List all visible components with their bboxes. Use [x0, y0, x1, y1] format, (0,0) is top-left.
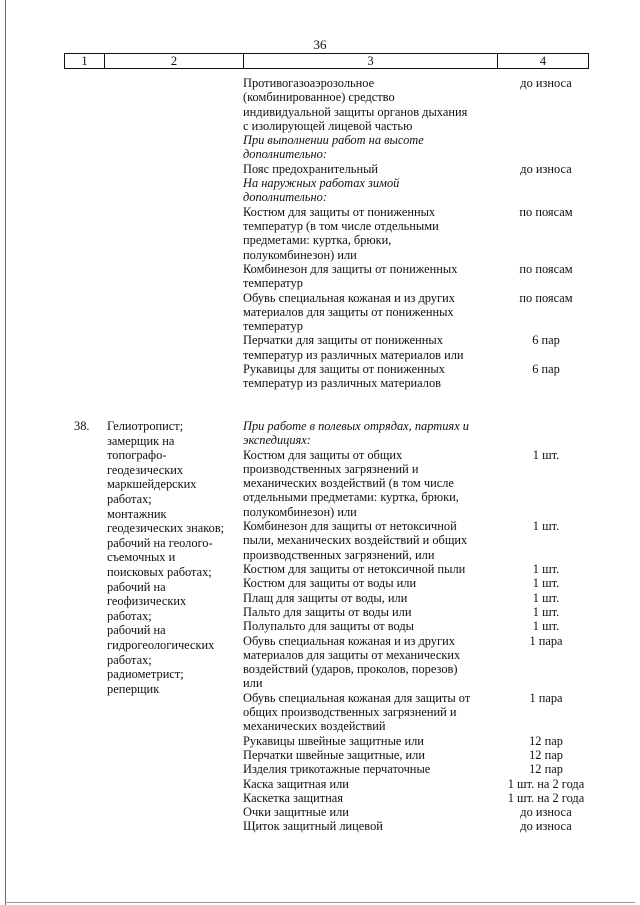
header-col-1: 1	[81, 54, 88, 68]
header-col-3: 3	[367, 54, 374, 68]
item-line: воздействий (ударов, проколов, порезов)	[243, 662, 458, 677]
item-line: экспедициях:	[243, 433, 311, 448]
item-line: Пояс предохранительный	[243, 161, 379, 176]
issue-norm: 12 пар	[529, 747, 563, 762]
ppe-item	[243, 162, 493, 176]
item-line: Перчатки швейные защитные, или	[243, 747, 425, 762]
item-line: Щиток защитный лицевой	[243, 819, 383, 834]
profession-line: маркшейдерских	[107, 477, 197, 492]
issue-norm: 1 шт.	[532, 447, 560, 462]
ppe-item	[243, 291, 493, 334]
ppe-item	[243, 262, 493, 291]
item-line: Костюм для защиты от общих	[243, 447, 403, 462]
profession-line: топографо-	[107, 448, 167, 463]
item-line: с изолирующей лицевой частью	[243, 118, 413, 133]
item-line: температур	[243, 276, 303, 291]
issue-norm: до износа	[520, 161, 572, 176]
issue-norm: 1 пара	[529, 690, 563, 705]
item-line: Пальто для защиты от воды или	[243, 604, 412, 619]
item-line: дополнительно:	[243, 147, 327, 162]
item-line: Комбинезон для защиты от нетоксичной	[243, 519, 457, 534]
issue-norm: 1 шт. на 2 года	[507, 790, 585, 805]
ppe-item	[243, 519, 493, 562]
profession-line: реперщик	[107, 681, 160, 696]
section-note	[243, 176, 493, 205]
item-line: полукомбинезон) или	[243, 504, 357, 519]
profession-line: радиометрист;	[107, 667, 184, 682]
item-line: общих производственных загрязнений и	[243, 704, 457, 719]
item-line: Костюм для защиты от пониженных	[243, 204, 436, 219]
item-line: Каска защитная или	[243, 776, 349, 791]
ppe-item	[243, 691, 493, 734]
issue-norm: до износа	[520, 76, 572, 90]
issue-norm: по поясам	[519, 290, 573, 305]
item-line: Каскетка защитная	[243, 790, 343, 805]
profession-line: съемочных и	[107, 550, 176, 565]
header-col-4: 4	[539, 54, 547, 68]
ppe-item	[243, 791, 493, 805]
item-line: Перчатки для защиты от пониженных	[243, 333, 443, 348]
issue-norm: 1 шт.	[532, 519, 560, 534]
issue-norm: 1 шт.	[532, 576, 560, 591]
item-line: температур	[243, 319, 303, 334]
ppe-item	[243, 748, 493, 762]
page-left-edge	[5, 0, 6, 905]
section-note	[243, 419, 493, 448]
issue-norm: 6 пар	[532, 362, 560, 376]
item-line: производственных загрязнений, или	[243, 547, 435, 562]
page-number: 36	[313, 37, 327, 52]
ppe-item	[243, 762, 493, 776]
item-line: Костюм для защиты от нетоксичной пыли	[243, 562, 466, 576]
ppe-item	[243, 205, 493, 262]
ppe-item	[243, 448, 493, 519]
ppe-item	[243, 605, 493, 619]
issue-norm: по поясам	[519, 204, 573, 219]
page-bottom-edge	[5, 902, 635, 903]
issue-norm: 1 шт.	[532, 604, 560, 619]
item-line: Обувь специальная кожаная для защиты от	[243, 690, 471, 705]
profession-line: рабочий на геолого-	[107, 535, 213, 550]
profession-line: Гелиотропист;	[107, 419, 184, 433]
ppe-item	[243, 333, 493, 362]
profession-list	[107, 419, 247, 696]
ppe-item	[243, 819, 493, 833]
item-line: производственных загрязнений и	[243, 461, 419, 476]
item-line: механических воздействий (в том числе	[243, 476, 454, 491]
issue-norm: до износа	[520, 805, 572, 820]
profession-line: геодезических	[107, 462, 184, 477]
profession-line: гидрогеологических	[107, 637, 215, 652]
item-line: отдельными предметами: куртка, брюки,	[243, 490, 459, 505]
ppe-item	[243, 591, 493, 605]
issue-norm: по поясам	[519, 261, 573, 276]
profession-line: работах;	[107, 608, 152, 623]
ppe-item	[243, 734, 493, 748]
row-number: 38.	[74, 419, 90, 433]
item-line: Полупальто для защиты от воды	[243, 619, 414, 634]
issue-norm: 1 пара	[529, 633, 563, 648]
profession-line: рабочий на	[107, 579, 166, 594]
item-line: Костюм для защиты от воды или	[243, 576, 417, 591]
section-note	[243, 133, 493, 162]
item-line: Противогазоаэрозольное	[243, 76, 375, 90]
profession-line: геофизических	[107, 594, 187, 609]
profession-line: монтажник	[107, 506, 167, 521]
issue-norm: 12 пар	[529, 762, 563, 777]
ppe-item	[243, 634, 493, 691]
item-line: индивидуальной защиты органов дыхания	[243, 104, 468, 119]
ppe-item	[243, 619, 493, 633]
item-line: Очки защитные или	[243, 805, 349, 820]
issue-norm: 1 шт.	[532, 619, 560, 634]
profession-line: работах;	[107, 491, 152, 506]
item-line: Плащ для защиты от воды, или	[243, 590, 408, 605]
item-line: пыли, механических воздействий и общих	[243, 533, 468, 548]
item-line: Изделия трикотажные перчаточные	[243, 762, 431, 777]
issue-norm: 1 шт.	[532, 590, 560, 605]
item-line: полукомбинезон) или	[243, 247, 357, 262]
ppe-item	[243, 362, 493, 391]
item-line: материалов для защиты от пониженных	[243, 304, 454, 319]
ppe-item	[243, 562, 493, 576]
item-line: Рукавицы для защиты от пониженных	[243, 362, 445, 376]
issue-norm: до износа	[520, 819, 572, 834]
ppe-item	[243, 576, 493, 590]
item-line: Комбинезон для защиты от пониженных	[243, 261, 458, 276]
issue-norm: 12 пар	[529, 733, 563, 748]
profession-line: геодезических знаков;	[107, 521, 225, 536]
item-line: При работе в полевых отрядах, партиях и	[243, 419, 469, 433]
issue-norm: 1 шт.	[532, 562, 560, 576]
item-line: температур из различных материалов	[243, 376, 442, 391]
item-line: или	[243, 676, 263, 691]
profession-line: замерщик на	[107, 433, 175, 448]
item-line: дополнительно:	[243, 190, 327, 205]
profession-line: рабочий на	[107, 623, 166, 638]
ppe-item	[243, 76, 493, 133]
item-line: температур из различных материалов или	[243, 347, 464, 362]
item-line: механических воздействий	[243, 719, 386, 734]
ppe-item	[243, 777, 493, 791]
item-line: материалов для защиты от механических	[243, 647, 461, 662]
issue-norm: 6 пар	[532, 333, 560, 348]
item-line: На наружных работах зимой	[243, 176, 400, 191]
item-line: предметами: куртка, брюки,	[243, 233, 392, 248]
item-line: температур (в том числе отдельными	[243, 218, 439, 233]
ppe-item	[243, 805, 493, 819]
profession-line: работах;	[107, 652, 152, 667]
item-line: При выполнении работ на высоте	[243, 133, 424, 148]
item-line: Обувь специальная кожаная и из других	[243, 633, 455, 648]
table-header	[64, 53, 589, 69]
profession-line: поисковых работах;	[107, 564, 212, 579]
issue-norm: 1 шт. на 2 года	[507, 776, 585, 791]
header-col-2: 2	[170, 54, 178, 68]
item-line: Рукавицы швейные защитные или	[243, 733, 424, 748]
item-line: (комбинированное) средство	[243, 90, 395, 105]
item-line: Обувь специальная кожаная и из других	[243, 290, 455, 305]
